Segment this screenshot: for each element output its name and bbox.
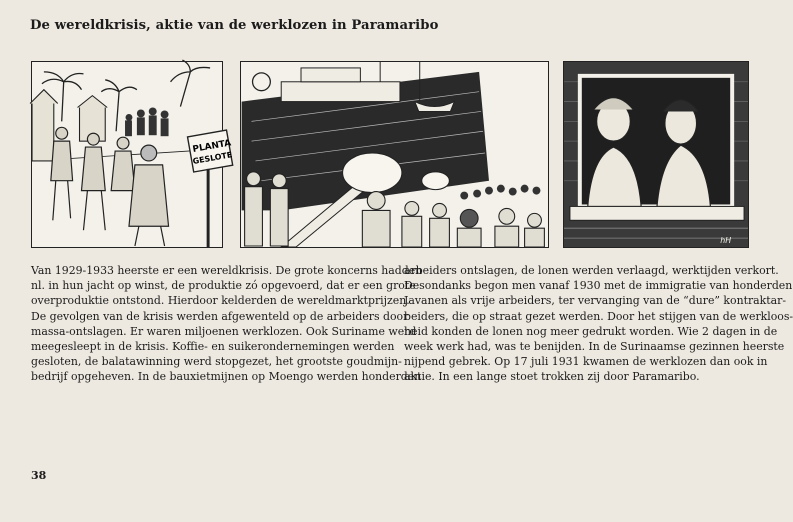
- comic-panel-women-window: [563, 61, 749, 248]
- illustration-ship-and-crowd: [241, 62, 548, 247]
- text-line: heid konden de lonen nog meer gedrukt worden. Wie 2 dagen in de: [404, 324, 778, 338]
- text-line: Van 1929-1933 heerste er een wereldkrisis. De grote koncerns hadden: [31, 264, 423, 277]
- page-title: De wereldkrisis, aktie van de werklozen in Paramaribo: [30, 18, 439, 33]
- text-line: bedrijf opgeheven. In de bauxietmijnen op Moengo werden honderden: [31, 370, 422, 384]
- text-line: gesloten, de balatawinning werd stopgezet, het grootste goudmijn-: [31, 355, 402, 369]
- text-line: nl. in hun jacht op winst, de produktie zó opgevoerd, dat er een grote: [31, 279, 416, 293]
- text-line: aktie. In een lange stoet trokken zij door Paramaribo.: [404, 370, 700, 384]
- body-text-column-right: [404, 263, 793, 385]
- sign-text-line2: GESLOTE: [192, 150, 233, 167]
- text-line: De gevolgen van de krisis werden afgewenteld op de arbeiders door: [31, 309, 409, 323]
- text-line: massa-ontslagen. Er waren miljoenen werklozen. Ook Suriname werd: [31, 324, 417, 338]
- text-line: week werk had, was te benijden. In de Surinaamse gezinnen heerste: [404, 340, 785, 354]
- body-text-column-left: [31, 263, 423, 385]
- text-line: arbeiders ontslagen, de lonen werden verlaagd, werktijden verkort.: [404, 264, 779, 277]
- sign-text-line1: PLANTA: [191, 138, 232, 155]
- text-line: beiders, die op straat gezet werden. Door het stijgen van de werkloos-: [404, 309, 793, 323]
- text-line: Desondanks begon men vanaf 1930 met de immigratie van honderden: [404, 279, 793, 293]
- illustration-women-at-window: [564, 62, 748, 247]
- text-line: overproduktie ontstond. Hierdoor kelderden de wereldmarktprijzen.: [31, 294, 410, 308]
- comic-panel-ship-harbour: [240, 61, 549, 248]
- page-number: 38: [31, 469, 47, 482]
- artist-signature: hH: [720, 236, 732, 246]
- text-line: nijpend gebrek. Op 17 juli 1931 kwamen de werklozen dan ook in: [404, 355, 768, 369]
- illustration-workers-leaving: [32, 62, 233, 247]
- comic-panel-closed-plantation: [31, 61, 233, 248]
- text-line: meegesleept in de krisis. Koffie- en suikerondernemingen werden: [31, 340, 395, 354]
- text-line: Javanen als vrije arbeiders, ter vervanging van de “dure” kontraktar-: [404, 294, 787, 308]
